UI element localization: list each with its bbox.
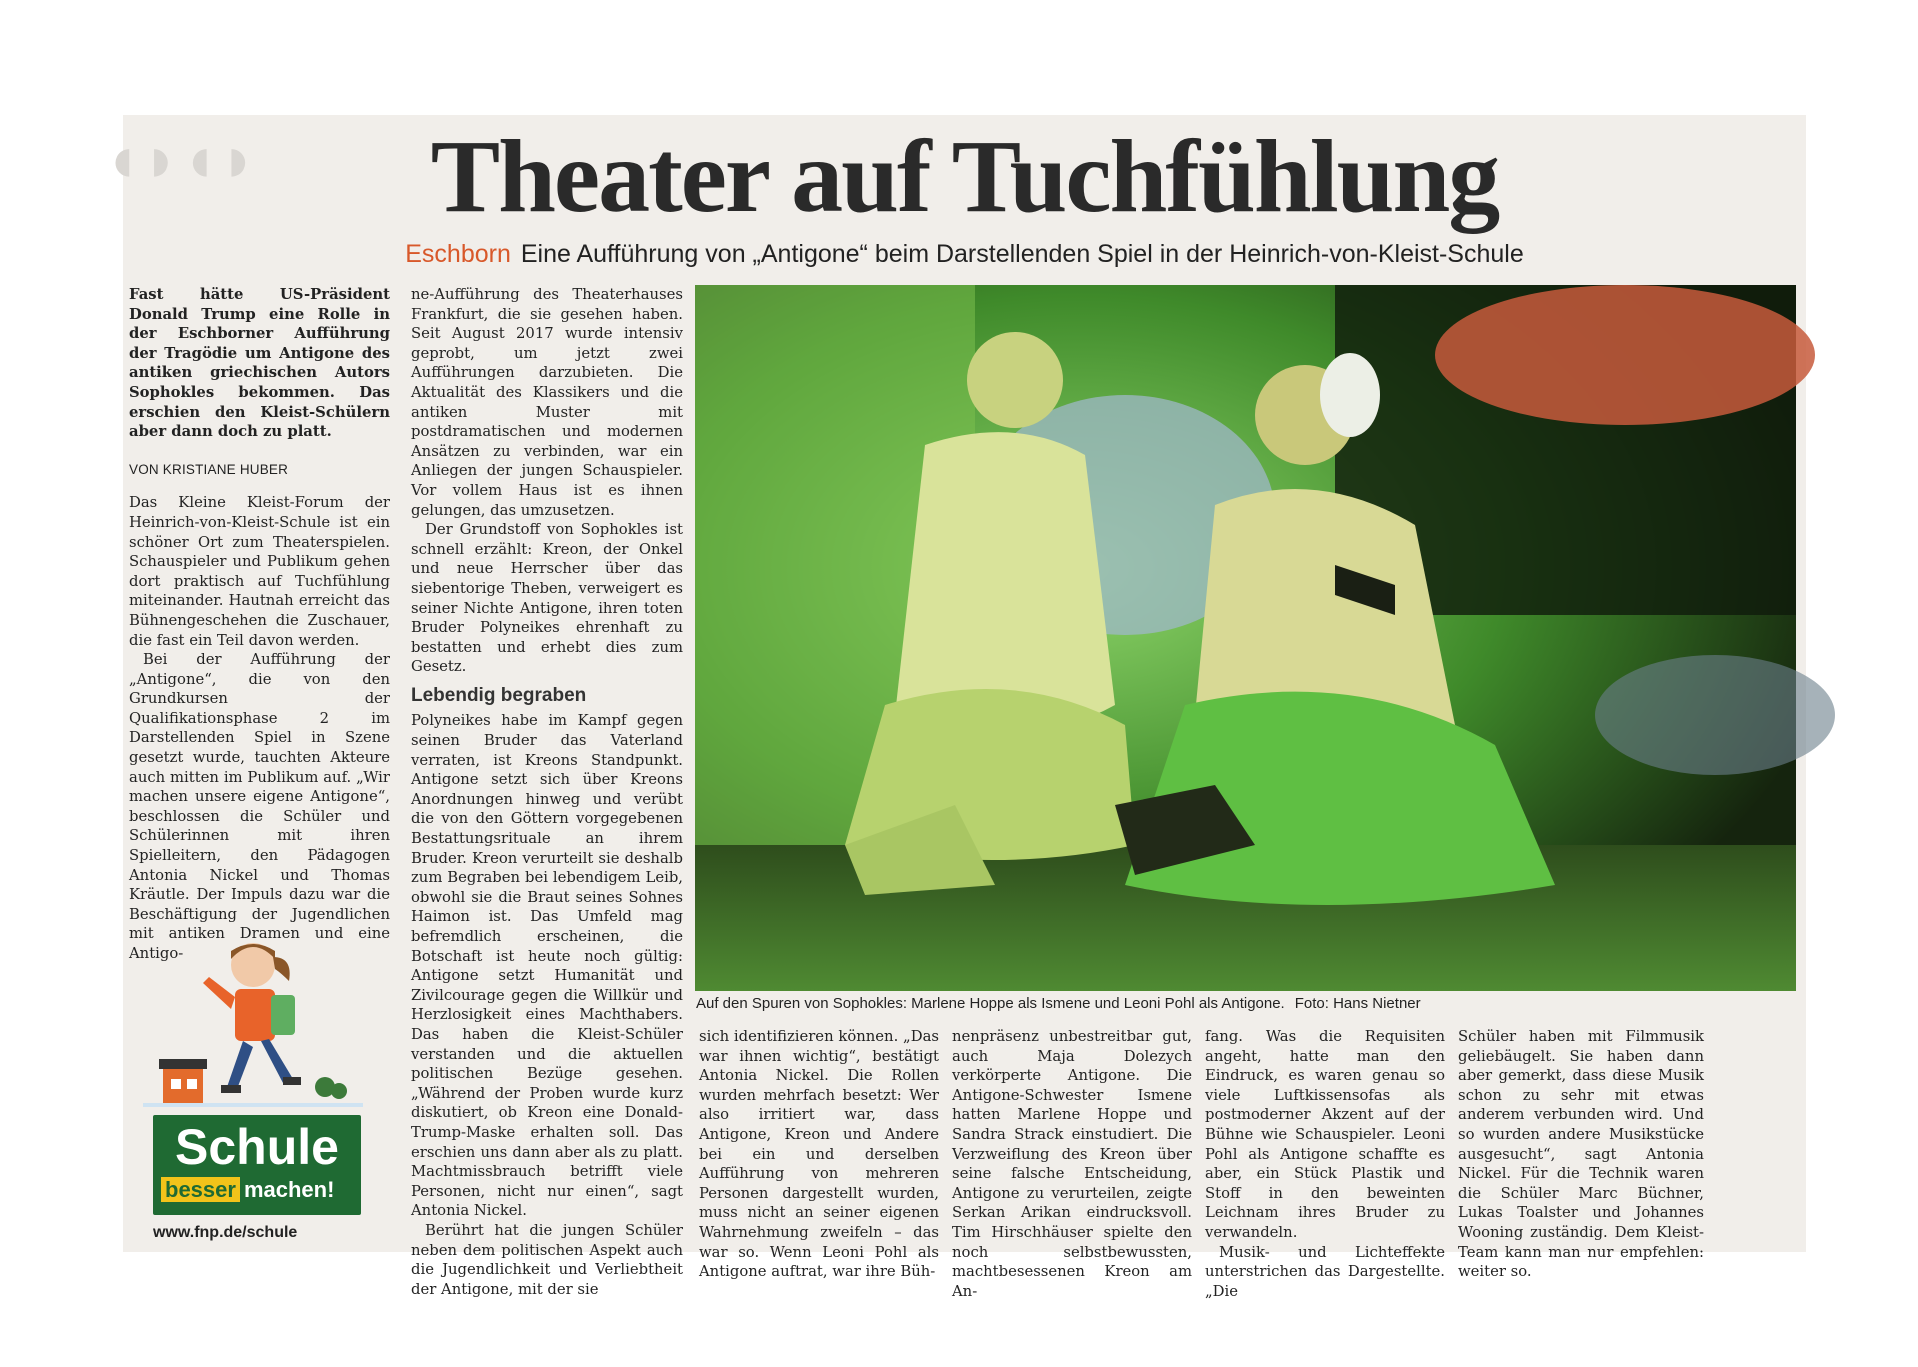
column-5 xyxy=(1205,1027,1445,1301)
article-photo xyxy=(695,285,1796,991)
paragraph: Schüler haben mit Filmmusik geliebäugelt. Sie haben dann aber gemerkt, dass diese Musik schon zu sehr mit etwas anderem verbunden wird. Und so wurden andere Musikstücke ausgesucht“, sagt Antonia Nickel. Für die Technik waren die Schüler Marc Büchner, Lukas Toalster und Johannes Wooning zuständig. Dem Kleist-Team kann man nur empfehlen: weiter so. xyxy=(1458,1028,1704,1281)
promo-rest: machen! xyxy=(243,1177,335,1202)
caption-text: Auf den Spuren von Sophokles: Marlene Hoppe als Ismene und Leoni Pohl als Antigone. xyxy=(696,995,1285,1012)
paragraph: Das Kleine Kleist-Forum der Heinrich-von-Kleist-Schule ist ein schöner Ort zum Theaterspielen. Schauspieler und Publikum gehen dort praktisch auf Tuchfühlung miteinander. Hautnah erreicht das Bühnengeschehen die Zuschauer, die fast ein Teil davon werden. xyxy=(129,494,390,649)
promo-badge[interactable] xyxy=(153,1115,361,1215)
column-2 xyxy=(411,285,683,1299)
schoolgirl-illustration-icon xyxy=(143,937,363,1112)
location-label: Eschborn xyxy=(405,240,511,268)
paragraph: Musik- und Lichteffekte unterstrichen das Dargestellte. „Die xyxy=(1205,1243,1445,1300)
paragraph: nenpräsenz unbestreitbar gut, auch Maja Dolezych verkörperte Antigone. Die Antigone-Schwester Ismene hatten Marlene Hoppe und Sandra Strack einstudiert. Die Verzweiflung des Kreon über seine falsche Entscheidung, Antigone zu verurteilen, zeigte Serkan Arikan eindrucksvoll. Tim Hirschhäuser spielte den noch selbstbewussten, machtbesessenen Kreon am An- xyxy=(952,1028,1192,1300)
subheadline: Eine Aufführung von „Antigone“ beim Darstellenden Spiel in der Heinrich-von-Kleist-Schule xyxy=(520,240,1524,268)
paragraph: Polyneikes habe im Kampf gegen seinen Bruder das Vaterland verraten, ist Kreons Standpunkt. Antigone setzt sich über Kreons Anordnungen hinweg und verübt die von den Göttern vorgegebenen Bestattungsrituale an ihrem Bruder. Kreon verurteilt sie deshalb zum Begraben bei lebendigem Leib, obwohl sie die Braut seines Sohnes Haimon ist. Das Umfeld mag befremdlich erscheinen, die Botschaft ist heute noch gültig: Antigone setzt Humanität und Zivilcourage gegen die Willkür und Herzlosigkeit eines Machthabers. Das haben die Kleist-Schüler verstanden und die aktuellen politischen Bezüge gesehen. „Während der Proben wurde kurz diskutiert, ob Kreon eine Donald-Trump-Maske erhalten soll. Das erschien uns dann aber als zu platt. Machtmissbrauch betrifft viele Personen, nicht nur einen“, sagt Antonia Nickel. xyxy=(411,712,683,1220)
paragraph: Der Grundstoff von Sophokles ist schnell erzählt: Kreon, der Onkel und neue Herrscher über das siebentorige Theben, verweigert es seiner Nichte Antigone, ihren toten Bruder Polyneikes ehrenhaft zu bestatten und erhebt dies zum Gesetz. xyxy=(411,521,683,676)
column-6 xyxy=(1458,1027,1704,1282)
paragraph: ne-Aufführung des Theaterhauses Frankfurt, die sie gesehen haben. Seit August 2017 wurde intensiv geprobt, um jetzt zwei Aufführungen darzubieten. Die Aktualität des Klassikers und die antiken Muster mit postdramatischen und modernen Ansätzen zu verbinden, war ein Anliegen der jungen Schauspieler. Vor vollem Haus ist es ihnen gelungen, das umzusetzen. xyxy=(411,286,683,519)
paragraph: Bei der Aufführung der „Antigone“, die von den Grundkursen der Qualifikationsphase 2 im Darstellenden Spiel in Szene gesetzt wurde, tauchten Akteure auch mitten im Publikum auf. „Wir machen unsere eigene Antigone“, beschlossen die Schüler und Schülerinnen mit ihren Spielleitern, den Pädagogen Antonia Nickel und Thomas Kräutle. Der Impuls dazu war die Beschäftigung der Jugendlichen mit antiken Dramen und eine Antigo- xyxy=(129,651,390,962)
bleed-through-left: ◖◗◖◗ xyxy=(103,124,258,195)
promo-tagline xyxy=(161,1177,334,1203)
stage-photo-illustration xyxy=(695,285,1796,991)
column-4 xyxy=(952,1027,1192,1301)
promo-highlight: besser xyxy=(161,1177,240,1202)
photo-caption xyxy=(696,995,1421,1012)
paragraph: fang. Was die Requisiten angeht, hatte man den Eindruck, es waren genau so viele Luftkissensofas als postmoderner Akzent auf der Bühne wie Schauspieler. Leoni Pohl als Antigone schaffte es aber, ein Stück Plastik und Stoff in den beweinten Leichnam ihres Bruder zu verwandeln. xyxy=(1205,1028,1445,1241)
section-heading: Lebendig begraben xyxy=(411,684,587,706)
paragraph: sich identifizieren können. „Das war ihnen wichtig“, bestätigt Antonia Nickel. Die Rollen wurden mehrfach besetzt: Wer also irritiert war, dass Antigone, Kreon und Andere bei ein und derselben Aufführung von mehreren Personen dargestellt wurden, muss nicht an seiner eigenen Wahrnehmung zweifeln – das war so. Wenn Leoni Pohl als Antigone auftrat, war ihre Büh- xyxy=(699,1028,939,1281)
paragraph: Berührt hat die jungen Schüler neben dem politischen Aspekt auch die Jugendlichkeit und Verliebtheit der Antigone, mit der sie xyxy=(411,1221,683,1298)
promo-url-link[interactable]: www.fnp.de/schule xyxy=(153,1224,298,1241)
byline: VON KRISTIANE HUBER xyxy=(129,461,289,477)
article-lead: Fast hätte US-Präsident Donald Trump eine Rolle in der Eschborner Aufführung der Tragödie um Antigone des antiken griechischen Autors Sophokles bekommen. Das erschien den Kleist-Schülern aber dann doch zu platt. xyxy=(129,286,390,441)
headline: Theater auf Tuchfühlung xyxy=(430,119,1499,234)
column-3 xyxy=(699,1027,939,1282)
promo-box xyxy=(143,937,363,1247)
promo-title: Schule xyxy=(175,1119,339,1175)
photo-credit: Foto: Hans Nietner xyxy=(1294,995,1421,1012)
column-1 xyxy=(129,285,390,964)
newspaper-clipping xyxy=(103,115,1806,1300)
subheadline-row xyxy=(123,239,1806,269)
